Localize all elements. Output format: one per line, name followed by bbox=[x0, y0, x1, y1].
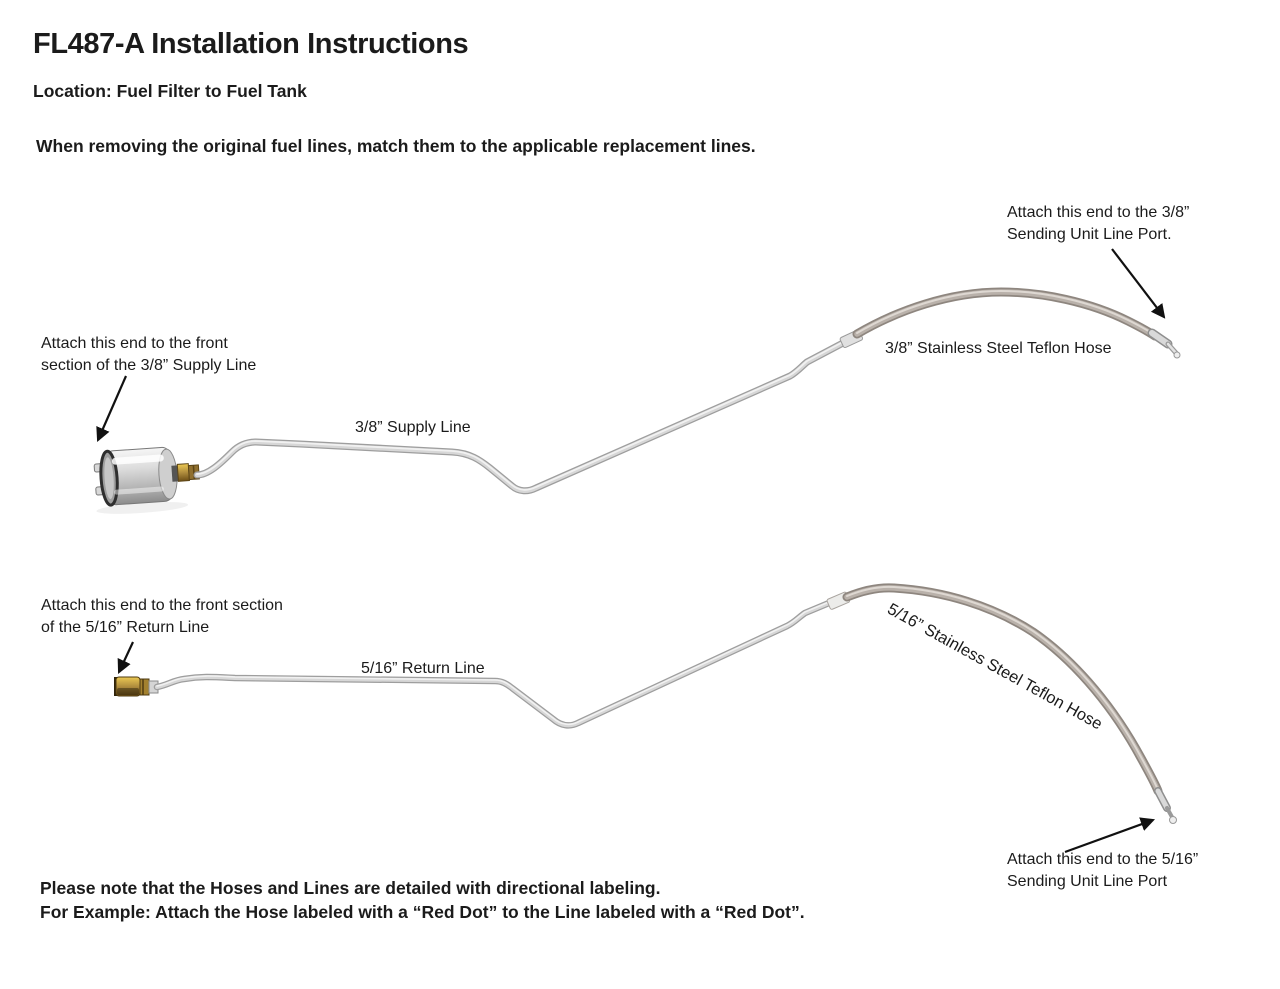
supply-filter-callout-line1: Attach this end to the front bbox=[41, 335, 228, 352]
supply-port-callout-line1: Attach this end to the 3/8” bbox=[1007, 204, 1190, 221]
footer-note-line2: For Example: Attach the Hose labeled with a “Red Dot” to the Line labeled with a “Red Dot”. bbox=[40, 902, 805, 922]
supply-port-callout-arrow bbox=[1112, 249, 1164, 317]
return-fitting-callout-arrow bbox=[119, 642, 133, 672]
supply-port-callout bbox=[1007, 202, 1189, 246]
supply-filter-callout-line2: section of the 3/8” Supply Line bbox=[41, 356, 257, 374]
location-line: Location: Fuel Filter to Fuel Tank bbox=[33, 81, 307, 101]
supply-port-callout-line2: Sending Unit Line Port. bbox=[1007, 226, 1172, 243]
return-fitting-callout bbox=[41, 595, 283, 638]
return-brass-fitting bbox=[114, 677, 158, 696]
footer-note bbox=[40, 876, 805, 924]
return-line-label: 5/16” Return Line bbox=[361, 660, 485, 677]
return-hose-end-fitting bbox=[1158, 791, 1177, 824]
return-hose-label: 5/16” Stainless Steel Teflon Hose bbox=[884, 600, 1106, 734]
supply-tube bbox=[197, 342, 843, 491]
intro-line: When removing the original fuel lines, match them to the applicable replacement lines. bbox=[36, 136, 756, 156]
return-port-callout-line1: Attach this end to the 5/16” bbox=[1007, 851, 1199, 868]
supply-hose-end-fitting bbox=[1152, 333, 1180, 358]
footer-note-line1: Please note that the Hoses and Lines are detailed with directional labeling. bbox=[40, 878, 661, 898]
return-port-callout bbox=[1007, 849, 1198, 893]
return-fitting-callout-line2: of the 5/16” Return Line bbox=[41, 618, 210, 636]
supply-hose-label: 3/8” Stainless Steel Teflon Hose bbox=[885, 340, 1112, 357]
return-port-callout-line2: Sending Unit Line Port bbox=[1007, 873, 1168, 890]
return-fitting-callout-line1: Attach this end to the front section bbox=[41, 597, 283, 614]
supply-filter-callout bbox=[41, 333, 256, 376]
supply-line-illustration bbox=[92, 249, 1180, 516]
supply-line-label: 3/8” Supply Line bbox=[355, 419, 471, 436]
return-port-callout-arrow bbox=[1065, 820, 1153, 852]
supply-filter-callout-arrow bbox=[98, 376, 126, 440]
page-title: FL487-A Installation Instructions bbox=[33, 28, 469, 60]
fuel-filter-illustration bbox=[92, 445, 201, 516]
supply-hose bbox=[857, 291, 1155, 336]
